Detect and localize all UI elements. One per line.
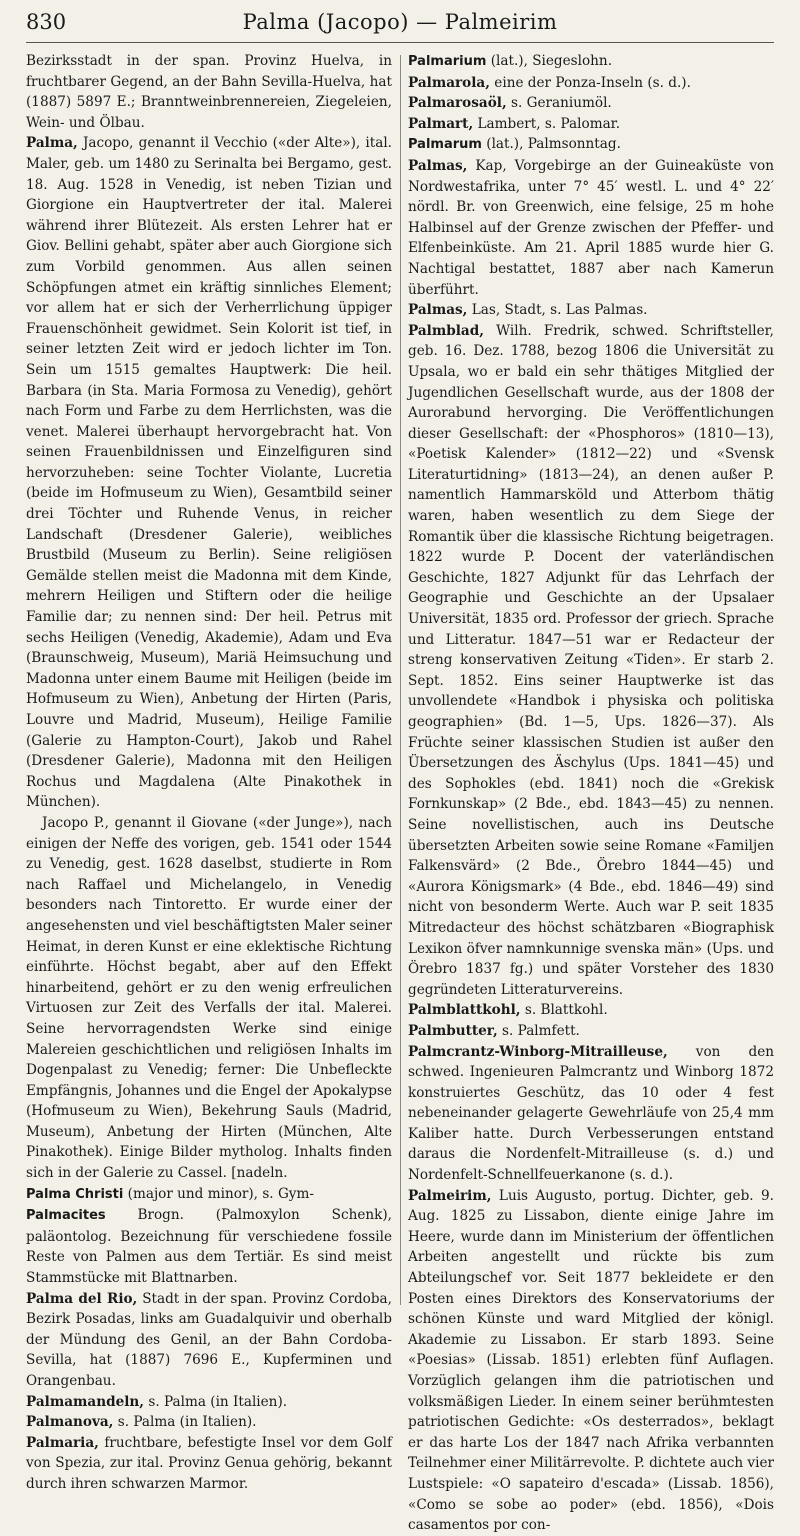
running-head: Palma (Jacopo) — Palmeirim: [242, 10, 558, 34]
dictionary-entry: [26, 1184, 392, 1206]
dictionary-entry: [408, 114, 774, 135]
entry-text: s. Palmfett.: [502, 1022, 580, 1039]
entry-text: fruchtbare, befestigte Insel vor dem Golf von Spezia, zur ital. Provinz Genua gehörig, bekannt durch ihren schwarzen Marmor.: [26, 1434, 392, 1492]
entry-headword: Palmbutter,: [408, 1022, 498, 1039]
dictionary-entry: [26, 1392, 392, 1413]
entry-headword: Palmblattkohl,: [408, 1002, 521, 1019]
entry-text: Las, Stadt, s. Las Palmas.: [471, 302, 648, 319]
entry-text: (lat.), Siegeslohn.: [490, 53, 613, 69]
entry-headword: Palmamandeln,: [26, 1393, 145, 1410]
dictionary-entry: [408, 1186, 774, 1536]
dictionary-entry: [408, 51, 774, 73]
right-column: [408, 51, 774, 1536]
entry-headword: Palma Christi: [26, 1186, 124, 1202]
entry-text: Jacopo, genannt il Vecchio («der Alte»), ital. Maler, geb. um 1480 zu Serinalta bei Bergamo, gest. 18. Aug. 1528 in Venedig, ist neben Tizian und Giorgione ein Hauptvertreter der ital. Malerei während ihrer Blütezeit. Als ersten Lehrer hat er Giov. Bellini gehabt, später aber auch Giorgione sich zum Vorbild genommen. Aus allen seinen Schöpfungen atmet ein kräftig sinnliches Element; vor allem hat er sich der Verherrlichung üppiger Frauenschönheit gewidmet. Sein Kolorit ist tief, in seiner letzten Zeit wird er jedoch lichter im Ton. Sein um 1515 gemaltes Hauptwerk: Die heil. Barbara (in Sta. Maria Formosa zu Venedig), gehört nach Form und Farbe zu dem Herrlichsten, was die venet. Malerei überhaupt hervorgebracht hat. Von seinen Frauenbildnissen und Einzelfiguren sind hervorzuheben: seine Tochter Violante, Lucretia (beide im Hofmuseum zu Wien), Gesamtbild seiner drei Töchter und Ruhende Venus, in reicher Landschaft (Dresdener Galerie), weibliches Brustbild (Museum zu Berlin). Seine religiösen Gemälde stellen meist die Madonna mit dem Kinde, mehrern Heiligen und Stiftern oder die heilige Familie dar; zu nennen sind: Der heil. Petrus mit sechs Heiligen (Venedig, Akademie), Adam und Eva (Braunschweig, Museum), Mariä Heimsuchung und Madonna unter einem Baume mit Heiligen (beide im Hofmuseum zu Wien), Anbetung der Hirten (Paris, Louvre und Madrid, Museum), Heilige Familie (Galerie zu Hampton-Court), Jakob und Rahel (Dresdener Galerie), Madonna mit den Heiligen Rochus und Magdalena (Alte Pinakothek in München).: [26, 135, 392, 811]
entry-text: s. Geraniumöl.: [511, 95, 612, 112]
dictionary-entry: [408, 134, 774, 156]
entry-headword: Palmeirim,: [408, 1187, 492, 1204]
dictionary-entry: [408, 1021, 774, 1042]
dictionary-entry: [26, 51, 392, 133]
entry-text: s. Palma (in Italien).: [117, 1414, 257, 1431]
dictionary-entry: [26, 1205, 392, 1288]
entry-headword: Palmarum: [408, 137, 482, 153]
entry-headword: Palmcrantz-Winborg-Mitrailleuse,: [408, 1043, 668, 1060]
left-column: [26, 51, 392, 1536]
entry-text: Stadt in der span. Provinz Cordoba, Bezirk Posadas, links am Guadalquivir und oberhalb der Mündung des Genil, an der Bahn Cordoba-Sevilla, hat (1887) 7696 E., Kupferminen und Orangenbau.: [26, 1290, 392, 1389]
entry-text: eine der Ponza-Inseln (s. d.).: [494, 74, 691, 91]
dictionary-entry: [26, 1289, 392, 1392]
entry-headword: Palmanova,: [26, 1414, 114, 1431]
entry-headword: Palmarium: [408, 54, 487, 69]
entry-headword: Palmarola,: [408, 74, 490, 91]
entry-headword: Palmarosaöl,: [408, 95, 507, 112]
entry-headword: Palmas,: [408, 302, 468, 319]
column-divider: [400, 55, 401, 1305]
entry-headword: Palmblad,: [408, 322, 484, 339]
entry-text: (major und minor), s. Gym-: [127, 1185, 314, 1202]
entry-text: von den schwed. Ingenieuren Palmcrantz und Winborg 1872 konstruiertes Geschütz, das 10 oder 4 fest nebeneinander gelagerte Gewehrläufe von 25,4 mm Kaliber hatte. Durch Verbesserungen entstand daraus die Nordenfelt-Mitrailleuse (s. d.) und Nordenfelt-Schnellfeuerkanone (s. d.).: [408, 1043, 774, 1184]
entry-text: Brogn. (Palmoxylon Schenk), paläontolog. Bezeichnung für verschiedene fossile Reste von Palmen aus dem Tertiär. Es sind meist Stammstücke mit Blattnarben.: [26, 1207, 392, 1287]
page-number: 830: [26, 10, 67, 34]
two-column-body: [26, 51, 774, 1536]
entry-text: Lambert, s. Palomar.: [477, 115, 621, 132]
entry-text: s. Palma (in Italien).: [148, 1393, 288, 1410]
dictionary-entry: [408, 1000, 774, 1021]
entry-text: Jacopo P., genannt il Giovane («der Junge»), nach einigen der Neffe des vorigen, geb. 1541 oder 1544 zu Venedig, gest. 1628 daselbst, studierte in Rom nach Raffael und Michelangelo, in Venedig besonders nach Tintoretto. Er wurde einer der angesehensten und viel beschäftigtsten Maler seiner Heimat, in deren Kunst er eine eklektische Richtung einführte. Höchst begabt, aber auf den Effekt hinarbeitend, gehört er zu den wenig erfreulichen Virtuosen zur Zeit des Verfalls der ital. Malerei. Seine hervorragendsten Werke sind einige Malereien geschichtlichen und religiösen Inhalts im Dogenpalast zu Venedig; ferner: Die Unbefleckte Empfängnis, Johannes und die Engel der Apokalypse (Hofmuseum zu Wien), Bekehrung Sauls (Madrid, Museum), Anbetung der Hirten (München, Alte Pinakothek). Einige Bilder mytholog. Inhalts finden sich in der Galerie zu Cassel. [nadeln.: [26, 814, 392, 1182]
dictionary-entry: [26, 133, 392, 813]
entry-headword: Palmaria,: [26, 1434, 99, 1451]
page-header: [26, 8, 774, 43]
dictionary-entry: [408, 300, 774, 321]
dictionary-entry: [408, 93, 774, 114]
entry-headword: Palma del Rio,: [26, 1290, 138, 1307]
entry-text: Wilh. Fredrik, schwed. Schriftsteller, geb. 16. Dez. 1788, bezog 1806 die Universität zu Upsala, wo er bald ein sehr thätiges Mitglied der Jugendlichen Gesellschaft wurde, aus der 1808 der Aurorabund hervorging. Die Veröffentlichungen dieser Gesellschaft: der «Phosphoros» (1810—13), «Poetisk Kalender» (1812—22) und «Svensk Literaturtidning» (1813—24), an denen außer P. namentlich Hammarsköld und Atterbom thätig waren, haben wesentlich zu dem Siege der Romantik über die klassische Richtung beigetragen. 1822 wurde P. Docent der vaterländischen Geschichte, 1827 Adjunkt für das Lehrfach der Geographie und Geschichte an der Upsalaer Universität, 1835 ord. Professor der griech. Sprache und Litteratur. 1847—51 war er Redacteur der streng konservativen Zeitung «Tiden». Er starb 2. Sept. 1852. Eins seiner Hauptwerke ist das unvollendete «Handbok i physiska och politiska geographien» (Bd. 1—5, Ups. 1826—37). Als Früchte seiner klassischen Studien ist außer den Übersetzungen des Äschylus (Ups. 1841—45) und des Sophokles (ebd. 1841) noch die «Grekisk Fornkunskap» (2 Bde., ebd. 1843—45) zu nennen. Seine novellistischen, auch ins Deutsche übersetzten Arbeiten sowie seine Romane «Familjen Falkensvärd» (2 Bde., Örebro 1844—45) und «Aurora Königsmark» (4 Bde., ebd. 1846—49) sind nicht von besonderm Werte. Auch war P. seit 1835 Mitredacteur des höchst schätzbaren «Biographisk Lexikon öfver namnkunnige svenska män» (Ups. und Örebro 1837 fg.) und später Vorsteher des 1830 gegründeten Litteraturvereins.: [408, 322, 774, 998]
dictionary-entry: [408, 321, 774, 1001]
entry-text: (lat.), Palmsonntag.: [486, 136, 621, 153]
entry-text: Luis Augusto, portug. Dichter, geb. 9. Aug. 1825 zu Lissabon, diente einige Jahre im Heere, wurde dann im Ministerium der öffentlichen Arbeiten angestellt und rückte bis zum Abteilungschef vor. Seit 1877 bekleidete er den Posten eines Direktors des Konservatoriums der schönen Künste und ward Mitglied der königl. Akademie zu Lissabon. Er starb 1893. Seine «Poesias» (Lissab. 1851) erlebten fünf Auflagen. Vorzüglich gelangen ihm die patriotischen und volksmäßigen Lieder. In einem seiner berühmtesten patriotischen Gedichte: «Os desterrados», beklagt er das harte Los der 1847 nach Afrika verbannten Teilnehmer einer Militärrevolte. P. dichtete auch vier Lustspiele: «O sapateiro d'escada» (Lissab. 1856), «Como se sobe ao poder» (ebd. 1856), «Dois casamentos por con-: [408, 1187, 775, 1534]
entry-text: Bezirksstadt in der span. Provinz Huelva, in fruchtbarer Gegend, an der Bahn Sevilla-Huelva, hat (1887) 5897 E.; Branntweinbrennereien, Ziegeleien, Wein- und Ölbau.: [26, 53, 392, 131]
entry-text: Kap, Vorgebirge an der Guineaküste von Nordwestafrika, unter 7° 45′ westl. L. und 4° 22′ nördl. Br. von Greenwich, eine felsige, 25 m hohe Halbinsel auf der Grenze zwischen der Pfeffer- und Elfenbeinküste. Am 21. April 1885 wurde hier G. Nachtigal bestattet, 1887 aber nach Kamerun überführt.: [408, 157, 774, 298]
entry-headword: Palma,: [26, 135, 78, 152]
entry-headword: Palmart,: [408, 115, 474, 132]
dictionary-entry: [26, 813, 392, 1184]
entry-headword: Palmas,: [408, 157, 468, 174]
dictionary-entry: [26, 1412, 392, 1433]
dictionary-entry: [408, 156, 774, 300]
dictionary-entry: [26, 1433, 392, 1495]
dictionary-entry: [408, 73, 774, 94]
entry-headword: Palmacites: [26, 1208, 106, 1224]
dictionary-entry: [408, 1042, 774, 1186]
entry-text: s. Blattkohl.: [524, 1002, 608, 1019]
